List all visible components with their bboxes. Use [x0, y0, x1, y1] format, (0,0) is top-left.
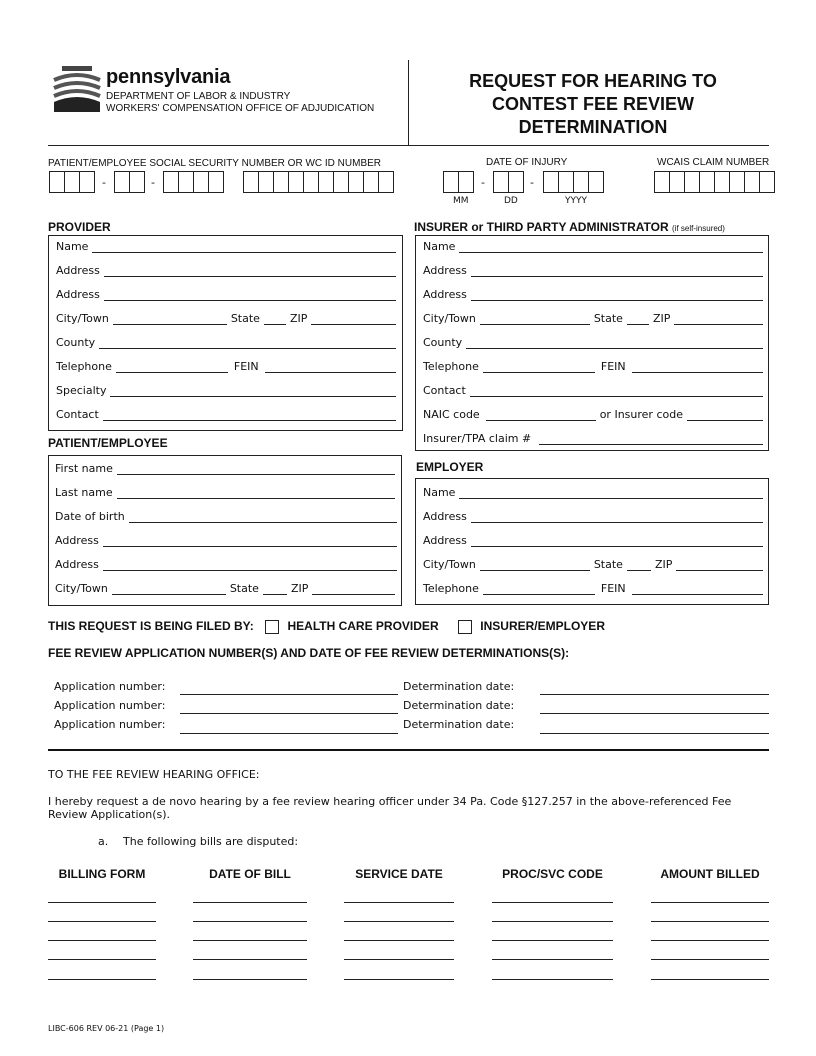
determination-date-input[interactable]: [540, 713, 769, 714]
provider-county-field[interactable]: [56, 336, 396, 349]
dd-label: DD: [504, 196, 518, 206]
provider-name-field[interactable]: [56, 240, 396, 253]
date-of-bill-input[interactable]: [193, 959, 307, 960]
patient-address2-field[interactable]: [55, 558, 397, 571]
patient-city-field[interactable]: [55, 582, 395, 595]
form-title: [420, 70, 766, 139]
amount-billed-input[interactable]: [651, 940, 769, 941]
insurer-heading: [414, 220, 725, 234]
title-line: CONTEST FEE REVIEW: [491, 94, 695, 114]
title-line: DETERMINATION: [518, 117, 668, 137]
patient-address-label: Address: [55, 534, 99, 547]
service-date-input[interactable]: [344, 959, 454, 960]
insurer-fein-label: FEIN: [600, 360, 626, 373]
billing-form-input[interactable]: [48, 979, 156, 980]
provider-zip-label: ZIP: [289, 312, 308, 325]
yyyy-label: YYYY: [565, 196, 587, 206]
patient-heading: PATIENT/EMPLOYEE: [48, 436, 168, 450]
date-of-bill-input[interactable]: [193, 921, 307, 922]
provider-specialty-label: Specialty: [56, 384, 107, 397]
billing-form-input[interactable]: [48, 902, 156, 903]
patient-first-name-field[interactable]: [55, 462, 395, 475]
header-divider-horizontal: [48, 145, 769, 146]
employer-telephone-label: Telephone: [423, 582, 479, 595]
insurer-state-label: State: [593, 312, 623, 325]
insurer-zip-label: ZIP: [652, 312, 671, 325]
insurer-employer-label: INSURER/EMPLOYER: [480, 619, 605, 633]
patient-city-label: City/Town: [55, 582, 108, 595]
insurer-naic-field[interactable]: [423, 408, 763, 421]
application-number-label: Application number:: [54, 680, 166, 693]
provider-telephone-label: Telephone: [56, 360, 112, 373]
health-care-provider-label: HEALTH CARE PROVIDER: [287, 619, 439, 633]
date-of-bill-input[interactable]: [193, 940, 307, 941]
patient-zip-label: ZIP: [290, 582, 309, 595]
provider-telephone-field[interactable]: [56, 360, 396, 373]
insurer-address-label: Address: [423, 288, 467, 301]
provider-heading: PROVIDER: [48, 220, 111, 234]
provider-address-label: Address: [56, 288, 100, 301]
proc-svc-code-input[interactable]: [492, 940, 613, 941]
keystone-logo-icon: [52, 66, 102, 112]
amount-billed-input[interactable]: [651, 979, 769, 980]
pa-logo: [52, 66, 102, 112]
provider-city-field[interactable]: [56, 312, 396, 325]
department-name: DEPARTMENT OF LABOR & INDUSTRY: [106, 91, 291, 102]
employer-telephone-field[interactable]: [423, 582, 763, 595]
employer-state-label: State: [593, 558, 623, 571]
patient-state-label: State: [229, 582, 259, 595]
provider-address-label: Address: [56, 264, 100, 277]
ssn-label: PATIENT/EMPLOYEE SOCIAL SECURITY NUMBER OR WC ID NUMBER: [48, 158, 382, 169]
service-date-input[interactable]: [344, 902, 454, 903]
employer-address1-field[interactable]: [423, 510, 763, 523]
employer-address-label: Address: [423, 534, 467, 547]
insurer-code-label: or Insurer code: [599, 408, 683, 421]
provider-name-label: Name: [56, 240, 89, 253]
insurer-claim-field[interactable]: [423, 432, 763, 445]
health-care-provider-checkbox[interactable]: [265, 620, 279, 634]
insurer-address-label: Address: [423, 264, 467, 277]
patient-dob-field[interactable]: [55, 510, 397, 523]
patient-last-name-label: Last name: [55, 486, 113, 499]
item-a-text: The following bills are disputed:: [123, 835, 299, 848]
section-divider: [48, 749, 769, 751]
doi-month[interactable]: [443, 171, 473, 193]
employer-address-label: Address: [423, 510, 467, 523]
service-date-input[interactable]: [344, 921, 454, 922]
column-header-proc-svc-code: PROC/SVC CODE: [502, 867, 603, 881]
billing-form-input[interactable]: [48, 959, 156, 960]
determination-date-label: Determination date:: [403, 680, 515, 693]
employer-address2-field[interactable]: [423, 534, 763, 547]
employer-city-field[interactable]: [423, 558, 763, 571]
insurer-heading-text: INSURER or THIRD PARTY ADMINISTRATOR: [414, 220, 669, 234]
determination-date-input[interactable]: [540, 694, 769, 695]
insurer-city-label: City/Town: [423, 312, 476, 325]
billing-form-input[interactable]: [48, 940, 156, 941]
doi-year[interactable]: [543, 171, 603, 193]
insurer-naic-label: NAIC code: [423, 408, 480, 421]
insurer-city-field[interactable]: [423, 312, 763, 325]
determination-date-label: Determination date:: [403, 699, 515, 712]
request-paragraph-line2: Review Application(s).: [48, 808, 171, 821]
billing-form-input[interactable]: [48, 921, 156, 922]
insurer-telephone-label: Telephone: [423, 360, 479, 373]
employer-heading: EMPLOYER: [416, 460, 484, 474]
provider-county-label: County: [56, 336, 96, 349]
determination-date-input[interactable]: [540, 733, 769, 734]
request-paragraph-line1: I hereby request a de novo hearing by a fee review hearing officer under 34 Pa. Code §127.257 in the above-referenced Fee: [48, 795, 732, 808]
application-number-input[interactable]: [180, 713, 398, 714]
patient-last-name-field[interactable]: [55, 486, 395, 499]
ssn-dash: -: [151, 176, 155, 189]
column-header-service-date: SERVICE DATE: [355, 867, 443, 881]
determination-date-label: Determination date:: [403, 718, 515, 731]
office-name: WORKERS' COMPENSATION OFFICE OF ADJUDICATION: [106, 103, 375, 114]
provider-contact-field[interactable]: [56, 408, 396, 421]
provider-fein-label: FEIN: [233, 360, 259, 373]
insurer-county-label: County: [423, 336, 463, 349]
date-of-bill-input[interactable]: [193, 902, 307, 903]
provider-contact-label: Contact: [56, 408, 99, 421]
fee-review-heading: FEE REVIEW APPLICATION NUMBER(S) AND DATE OF FEE REVIEW DETERMINATIONS(S):: [48, 646, 570, 660]
filed-by-label: THIS REQUEST IS BEING FILED BY:: [48, 619, 254, 633]
ssn-part3[interactable]: [163, 171, 223, 193]
wcais-claim-boxes[interactable]: [654, 171, 774, 193]
ssn-part1[interactable]: [49, 171, 94, 193]
application-number-label: Application number:: [54, 718, 166, 731]
insurer-contact-field[interactable]: [423, 384, 763, 397]
service-date-input[interactable]: [344, 979, 454, 980]
insurer-heading-note: (if self-insured): [672, 224, 725, 233]
amount-billed-input[interactable]: [651, 959, 769, 960]
patient-address1-field[interactable]: [55, 534, 397, 547]
logo-wordmark: pennsylvania: [106, 66, 231, 88]
filed-by-row: [48, 619, 605, 634]
application-number-input[interactable]: [180, 733, 398, 734]
doi-dash: -: [530, 176, 534, 189]
employer-name-field[interactable]: [423, 486, 763, 499]
proc-svc-code-input[interactable]: [492, 959, 613, 960]
employer-name-label: Name: [423, 486, 456, 499]
application-number-input[interactable]: [180, 694, 398, 695]
insurer-claim-label: Insurer/TPA claim #: [423, 432, 532, 445]
title-line: REQUEST FOR HEARING TO: [469, 71, 717, 91]
item-a-marker: a.: [98, 835, 109, 848]
patient-first-name-label: First name: [55, 462, 113, 475]
doi-dash: -: [481, 176, 485, 189]
provider-city-label: City/Town: [56, 312, 109, 325]
employer-zip-label: ZIP: [654, 558, 673, 571]
date-of-injury-label: DATE OF INJURY: [486, 157, 568, 168]
insurer-address1-field[interactable]: [423, 264, 763, 277]
amount-billed-input[interactable]: [651, 921, 769, 922]
ssn-part2[interactable]: [114, 171, 144, 193]
insurer-telephone-field[interactable]: [423, 360, 763, 373]
wcais-claim-label: WCAIS CLAIM NUMBER: [657, 157, 770, 168]
patient-dob-label: Date of birth: [55, 510, 125, 523]
service-date-input[interactable]: [344, 940, 454, 941]
insurer-name-field[interactable]: [423, 240, 763, 253]
insurer-employer-checkbox[interactable]: [458, 620, 472, 634]
form-id-footer: LIBC-606 REV 06-21 (Page 1): [48, 1024, 165, 1033]
provider-state-label: State: [230, 312, 260, 325]
column-header-amount-billed: AMOUNT BILLED: [660, 867, 760, 881]
employer-city-label: City/Town: [423, 558, 476, 571]
provider-specialty-field[interactable]: [56, 384, 396, 397]
patient-address-label: Address: [55, 558, 99, 571]
header-divider-vertical: [408, 60, 409, 145]
proc-svc-code-input[interactable]: [492, 979, 613, 980]
column-header-billing-form: BILLING FORM: [58, 867, 146, 881]
provider-address1-field[interactable]: [56, 264, 396, 277]
date-of-bill-input[interactable]: [193, 979, 307, 980]
provider-address2-field[interactable]: [56, 288, 396, 301]
employer-fein-label: FEIN: [600, 582, 626, 595]
insurer-address2-field[interactable]: [423, 288, 763, 301]
proc-svc-code-input[interactable]: [492, 902, 613, 903]
application-number-label: Application number:: [54, 699, 166, 712]
ssn-dash: -: [102, 176, 106, 189]
amount-billed-input[interactable]: [651, 902, 769, 903]
insurer-county-field[interactable]: [423, 336, 763, 349]
insurer-name-label: Name: [423, 240, 456, 253]
mm-label: MM: [453, 196, 469, 206]
wc-id-boxes[interactable]: [243, 171, 393, 193]
proc-svc-code-input[interactable]: [492, 921, 613, 922]
to-hearing-office: TO THE FEE REVIEW HEARING OFFICE:: [48, 768, 260, 781]
doi-day[interactable]: [493, 171, 523, 193]
column-header-date-of-bill: DATE OF BILL: [209, 867, 291, 881]
insurer-contact-label: Contact: [423, 384, 466, 397]
